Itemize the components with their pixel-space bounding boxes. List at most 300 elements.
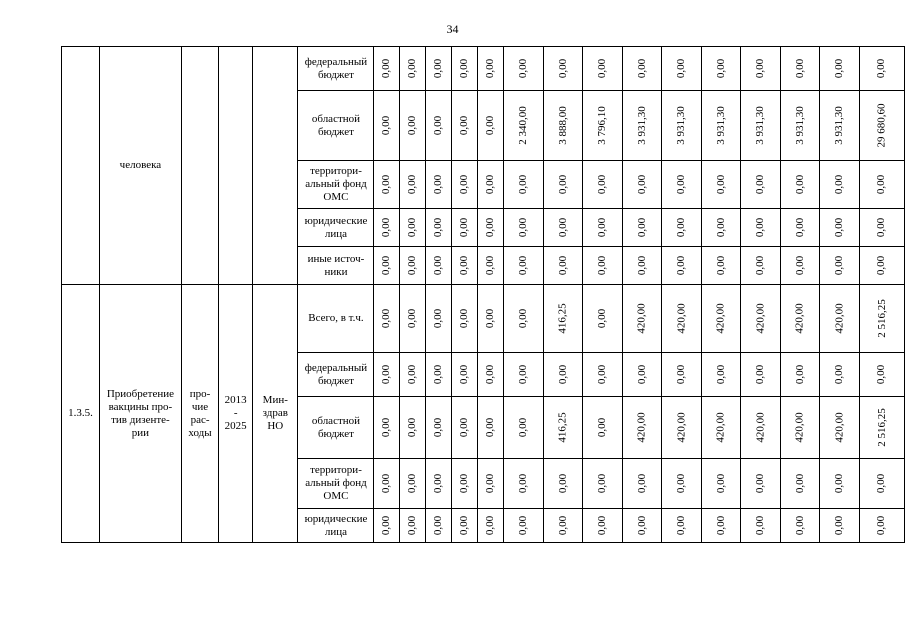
value-text: 0,00 [714,515,727,536]
value-cell [780,209,820,247]
value-cell [859,161,904,209]
value-cell [662,353,702,397]
value-cell [399,47,425,91]
value-cell [374,91,400,161]
value-text: 420,00 [754,412,767,443]
value-text: 0,00 [380,473,393,494]
value-cell [399,91,425,161]
value-text: 0,00 [675,515,688,536]
value-cell [583,247,623,285]
value-cell [583,209,623,247]
value-text: 420,00 [635,412,648,443]
value-text: 0,00 [675,473,688,494]
value-text: 0,00 [380,308,393,329]
value-cell [741,459,781,509]
value-text: 420,00 [793,412,806,443]
value-text: 0,00 [556,364,569,385]
value-text: 0,00 [875,515,888,536]
value-cell [543,285,583,353]
value-cell [543,353,583,397]
value-cell [583,459,623,509]
value-cell [452,397,478,459]
value-text: 0,00 [484,308,497,329]
value-cell [478,247,504,285]
value-text: 0,00 [406,255,419,276]
value-text: 0,00 [432,255,445,276]
value-text: 0,00 [556,515,569,536]
value-text: 0,00 [517,308,530,329]
value-text: 0,00 [596,308,609,329]
value-text: 3 931,30 [793,106,806,145]
value-text: 0,00 [596,174,609,195]
value-cell [622,161,662,209]
value-cell [452,285,478,353]
value-cell [478,353,504,397]
funding-source: территори- альный фонд ОМС [298,161,374,209]
executor: Мин- здрав НО [253,285,298,543]
value-text: 0,00 [875,473,888,494]
value-cell [543,47,583,91]
value-cell [426,91,452,161]
value-cell [820,91,860,161]
value-cell [780,509,820,543]
value-cell [741,353,781,397]
value-text: 0,00 [406,308,419,329]
value-cell [701,247,741,285]
value-cell [374,47,400,91]
value-text: 0,00 [432,58,445,79]
value-text: 0,00 [675,255,688,276]
value-cell [662,247,702,285]
value-cell [859,91,904,161]
value-text: 0,00 [833,255,846,276]
value-text: 0,00 [458,417,471,438]
value-cell [426,353,452,397]
value-text: 0,00 [517,58,530,79]
value-text: 0,00 [484,217,497,238]
value-text: 0,00 [406,115,419,136]
value-text: 3 931,30 [754,106,767,145]
value-cell [662,91,702,161]
value-cell [583,285,623,353]
value-text: 3 796,10 [596,106,609,145]
value-text: 0,00 [380,255,393,276]
value-text: 0,00 [380,217,393,238]
value-text: 0,00 [432,515,445,536]
value-text: 0,00 [432,308,445,329]
value-cell [543,397,583,459]
value-text: 3 931,30 [635,106,648,145]
value-cell [741,209,781,247]
value-cell [426,209,452,247]
value-cell [478,397,504,459]
value-text: 0,00 [406,58,419,79]
value-text: 0,00 [406,515,419,536]
value-text: 0,00 [484,255,497,276]
value-cell [820,161,860,209]
value-cell [543,91,583,161]
value-text: 0,00 [406,473,419,494]
value-cell [426,509,452,543]
value-cell [583,397,623,459]
funding-source: областной бюджет [298,91,374,161]
value-cell [662,161,702,209]
value-cell [374,209,400,247]
value-cell [583,91,623,161]
value-cell [583,161,623,209]
value-cell [504,209,544,247]
value-text: 420,00 [754,303,767,334]
value-cell [780,459,820,509]
value-cell [859,459,904,509]
value-text: 416,25 [556,412,569,443]
value-cell [701,161,741,209]
value-text: 0,00 [406,417,419,438]
value-cell [504,161,544,209]
value-cell [452,209,478,247]
value-text: 0,00 [484,58,497,79]
period [219,47,253,285]
value-text: 0,00 [675,174,688,195]
table-row [62,285,905,353]
value-text: 420,00 [714,303,727,334]
value-text: 0,00 [596,255,609,276]
value-text: 0,00 [793,174,806,195]
value-text: 3 888,00 [556,106,569,145]
value-text: 0,00 [380,174,393,195]
value-cell [374,397,400,459]
value-text: 0,00 [714,217,727,238]
value-cell [662,209,702,247]
value-cell [741,247,781,285]
value-cell [583,509,623,543]
value-cell [374,161,400,209]
value-text: 0,00 [556,174,569,195]
value-cell [543,209,583,247]
value-text: 0,00 [635,364,648,385]
value-cell [780,285,820,353]
value-text: 0,00 [714,255,727,276]
value-cell [452,353,478,397]
value-text: 0,00 [380,515,393,536]
value-text: 0,00 [675,364,688,385]
value-text: 0,00 [380,115,393,136]
expense-type [181,47,218,285]
funding-source: территори- альный фонд ОМС [298,459,374,509]
value-text: 0,00 [833,217,846,238]
value-text: 0,00 [596,217,609,238]
value-cell [426,459,452,509]
value-text: 0,00 [754,515,767,536]
value-text: 0,00 [458,115,471,136]
funding-source: федеральный бюджет [298,47,374,91]
value-cell [374,459,400,509]
value-text: 0,00 [458,515,471,536]
value-text: 0,00 [833,515,846,536]
value-text: 0,00 [754,58,767,79]
value-text: 0,00 [635,255,648,276]
value-cell [701,459,741,509]
value-cell [662,397,702,459]
funding-source: юридические лица [298,509,374,543]
value-text: 3 931,30 [833,106,846,145]
value-cell [452,247,478,285]
value-cell [504,285,544,353]
value-cell [622,47,662,91]
value-text: 0,00 [380,58,393,79]
value-cell [701,209,741,247]
value-cell [820,285,860,353]
value-text: 0,00 [458,174,471,195]
table-row [62,47,905,91]
value-cell [622,397,662,459]
value-cell [504,353,544,397]
value-text: 0,00 [517,217,530,238]
value-text: 0,00 [406,364,419,385]
value-cell [622,509,662,543]
value-text: 0,00 [875,364,888,385]
value-text: 2 340,00 [517,106,530,145]
value-cell [820,353,860,397]
value-text: 420,00 [714,412,727,443]
value-text: 0,00 [484,473,497,494]
value-cell [478,91,504,161]
value-text: 29 680,60 [875,103,888,148]
value-cell [780,397,820,459]
value-cell [662,47,702,91]
activity-name: человека [99,47,181,285]
value-cell [426,285,452,353]
value-cell [859,47,904,91]
value-text: 3 931,30 [675,106,688,145]
value-cell [426,397,452,459]
value-cell [399,209,425,247]
value-cell [859,353,904,397]
value-text: 0,00 [754,217,767,238]
value-text: 420,00 [793,303,806,334]
value-cell [543,247,583,285]
value-text: 0,00 [793,515,806,536]
value-text: 0,00 [714,174,727,195]
value-text: 0,00 [793,58,806,79]
value-text: 0,00 [484,515,497,536]
value-cell [504,47,544,91]
value-cell [662,459,702,509]
value-text: 0,00 [754,255,767,276]
value-cell [426,47,452,91]
value-text: 0,00 [432,364,445,385]
value-cell [543,161,583,209]
value-text: 0,00 [432,115,445,136]
value-text: 0,00 [458,255,471,276]
value-text: 0,00 [517,255,530,276]
value-cell [374,285,400,353]
value-cell [504,91,544,161]
value-cell [662,509,702,543]
value-cell [478,285,504,353]
value-text: 0,00 [517,473,530,494]
value-text: 0,00 [754,364,767,385]
value-cell [504,459,544,509]
value-text: 0,00 [635,58,648,79]
funding-source: областной бюджет [298,397,374,459]
value-cell [583,47,623,91]
value-cell [741,509,781,543]
value-text: 0,00 [754,473,767,494]
value-cell [478,459,504,509]
value-cell [622,353,662,397]
value-cell [478,161,504,209]
value-text: 0,00 [432,174,445,195]
value-cell [583,353,623,397]
value-cell [820,247,860,285]
value-text: 0,00 [635,217,648,238]
value-text: 0,00 [596,515,609,536]
value-cell [701,353,741,397]
value-cell [859,397,904,459]
value-text: 0,00 [484,174,497,195]
value-cell [452,459,478,509]
value-cell [622,285,662,353]
value-cell [399,353,425,397]
value-text: 0,00 [675,58,688,79]
value-text: 0,00 [517,417,530,438]
value-text: 416,25 [556,303,569,334]
value-cell [701,91,741,161]
value-text: 0,00 [793,255,806,276]
value-cell [374,353,400,397]
value-text: 0,00 [406,174,419,195]
value-text: 0,00 [833,364,846,385]
value-text: 0,00 [556,473,569,494]
value-text: 0,00 [596,364,609,385]
value-text: 0,00 [596,58,609,79]
value-cell [820,509,860,543]
value-text: 420,00 [833,412,846,443]
value-text: 0,00 [458,473,471,494]
value-text: 0,00 [875,174,888,195]
value-cell [701,509,741,543]
funding-source: федеральный бюджет [298,353,374,397]
activity-name: Приобретение вакцины про- тив дизенте- рии [99,285,181,543]
value-cell [662,285,702,353]
value-text: 0,00 [432,417,445,438]
value-cell [399,397,425,459]
value-cell [543,509,583,543]
value-cell [399,509,425,543]
value-cell [452,161,478,209]
funding-table [61,46,905,543]
value-cell [452,509,478,543]
value-text: 0,00 [432,473,445,494]
value-cell [399,161,425,209]
value-text: 0,00 [714,364,727,385]
value-text: 0,00 [596,417,609,438]
value-text: 420,00 [635,303,648,334]
value-cell [504,397,544,459]
period: 2013 - 2025 [219,285,253,543]
executor [253,47,298,285]
value-text: 0,00 [406,217,419,238]
funding-source: иные источ- ники [298,247,374,285]
value-cell [780,91,820,161]
value-text: 0,00 [484,417,497,438]
value-cell [859,285,904,353]
value-text: 2 516,25 [875,299,888,338]
value-text: 0,00 [517,174,530,195]
value-cell [701,47,741,91]
value-text: 0,00 [556,58,569,79]
page-number: 34 [446,22,459,36]
value-text: 0,00 [833,58,846,79]
row-number: 1.3.5. [62,285,100,543]
value-cell [399,459,425,509]
value-cell [780,353,820,397]
value-text: 0,00 [833,473,846,494]
value-cell [859,209,904,247]
value-text: 2 516,25 [875,408,888,447]
value-cell [741,397,781,459]
value-text: 0,00 [635,174,648,195]
value-text: 0,00 [875,255,888,276]
value-cell [478,209,504,247]
value-cell [452,91,478,161]
value-cell [399,247,425,285]
value-text: 0,00 [517,515,530,536]
value-text: 0,00 [432,217,445,238]
value-text: 0,00 [793,473,806,494]
value-cell [504,509,544,543]
value-text: 420,00 [675,303,688,334]
value-cell [374,247,400,285]
value-cell [780,47,820,91]
value-text: 0,00 [793,217,806,238]
value-cell [741,161,781,209]
value-text: 0,00 [484,115,497,136]
value-cell [741,91,781,161]
value-cell [859,509,904,543]
value-text: 420,00 [833,303,846,334]
value-cell [820,459,860,509]
value-cell [780,247,820,285]
value-cell [452,47,478,91]
value-cell [478,509,504,543]
value-text: 0,00 [635,515,648,536]
value-cell [741,285,781,353]
value-cell [859,247,904,285]
value-cell [622,91,662,161]
funding-source: Всего, в т.ч. [298,285,374,353]
value-text: 0,00 [556,217,569,238]
value-text: 3 931,30 [714,106,727,145]
value-cell [399,285,425,353]
value-cell [622,459,662,509]
value-text: 0,00 [380,417,393,438]
funding-source: юридические лица [298,209,374,247]
value-text: 0,00 [875,217,888,238]
value-text: 0,00 [596,473,609,494]
value-text: 0,00 [458,217,471,238]
value-text: 0,00 [458,308,471,329]
value-cell [374,509,400,543]
value-cell [820,47,860,91]
value-cell [780,161,820,209]
value-text: 0,00 [556,255,569,276]
value-text: 0,00 [833,174,846,195]
value-cell [741,47,781,91]
value-text: 0,00 [754,174,767,195]
value-text: 0,00 [517,364,530,385]
